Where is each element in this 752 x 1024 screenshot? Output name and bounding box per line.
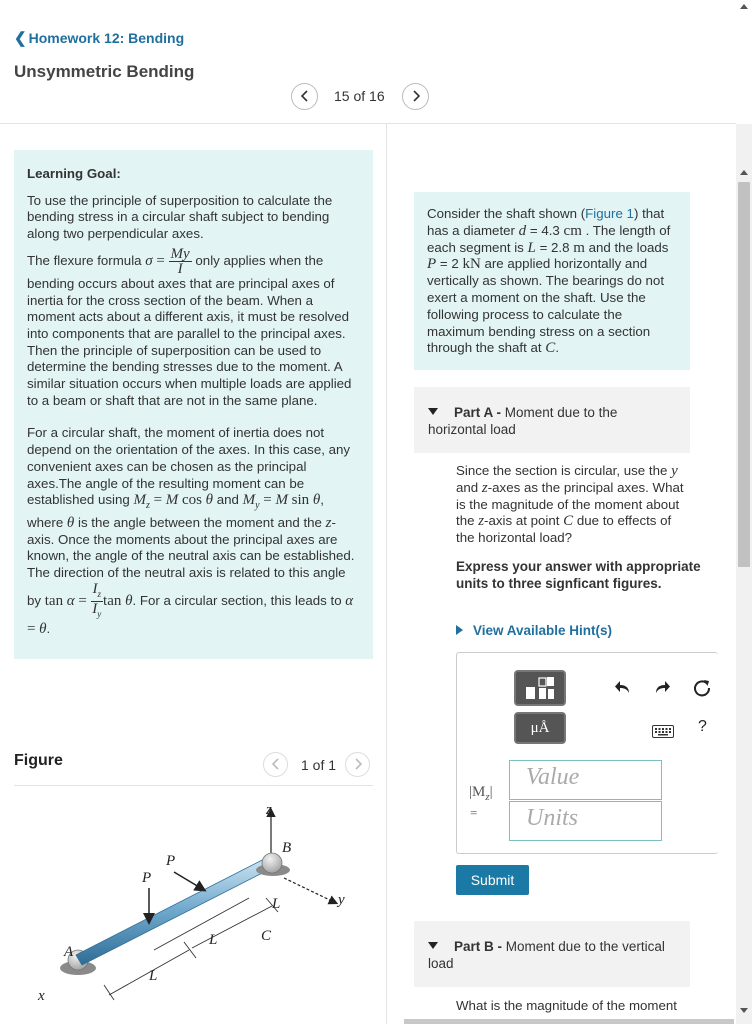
prev-problem-button[interactable] — [291, 82, 318, 110]
figure-1-link[interactable]: Figure 1 — [585, 206, 634, 221]
figure-label: Figure — [14, 752, 63, 769]
segment-l-label-1: L — [272, 896, 281, 912]
chevron-left-icon[interactable] — [291, 83, 318, 110]
load-p-horizontal-label: P — [166, 853, 176, 869]
caret-right-icon — [456, 625, 463, 635]
part-a-question: Since the section is circular, use the y and z-axes as the principal axes. What is the magnitude of the moment about the z-axis at point C due to effects of the horizontal load? — [456, 463, 684, 546]
circular-shaft-paragraph: For a circular shaft, the moment of inertia does not depend on the orientation of the axes. In this case, any convenient axes can be chosen as the principal axes.The angle of the resulting moment can be established using $M_z = M$ cos θ and $M_y = M$ sin θ, where θ is the angle between the moment and the z-axis. Once the moments about the principal axes are known, the angle of the neutral axis can be established. The direction of the neutral axis is related to this angle by tan α = $\frac{I_z}{I_y}$ tan θ. For a circular section, this leads to α = θ. — [27, 425, 355, 637]
templates-tool-button[interactable] — [514, 670, 566, 706]
part-a-instructions: Express your answer with appropriate units to three signficant figures. — [456, 559, 701, 591]
page-scroll-up-arrow[interactable] — [740, 4, 748, 9]
view-hints-link[interactable]: View Available Hint(s) — [456, 623, 612, 638]
back-link-label: Homework 12: Bending — [28, 30, 185, 46]
redo-icon[interactable] — [653, 680, 671, 699]
part-b-question: What is the magnitude of the moment — [456, 998, 677, 1013]
part-b-header[interactable]: Part B - Moment due to the vertical load — [414, 921, 690, 987]
page-title: Unsymmetric Bending — [14, 62, 195, 81]
moment-variable-label: $|M_z|$ = — [469, 784, 493, 820]
flexure-formula: $\frac{My}{I}$ — [170, 245, 190, 277]
figure-divider — [14, 785, 373, 786]
flexure-paragraph: The flexure formula σ = $\frac{My}{I}$ only applies when the bending occurs about axes that are principal axes of inertia for the cross section of the beam. When a moment acts about a different axis, it must be resolved into components that are parallel to the principal axes. Then the principle of superposition can be used to determine the bending stresses due to the moment. A similar situation occurs when multiple loads are applied to a beam or shaft that are not in the same plane. — [27, 245, 352, 408]
next-problem-button[interactable] — [402, 82, 429, 110]
learning-goal-title: Learning Goal: — [27, 166, 121, 181]
point-b-label: B — [282, 840, 292, 856]
point-c-label: C — [261, 928, 272, 944]
submit-button[interactable]: Submit — [456, 865, 529, 895]
units-input[interactable]: Units — [509, 801, 662, 841]
learning-goal-panel — [14, 150, 373, 659]
segment-l-label-3: L — [149, 968, 158, 984]
scrollbar-thumb[interactable] — [738, 182, 750, 567]
problem-statement: Consider the shaft shown (Figure 1) that has a diameter d = 4.3 cm . The length of each segment is L = 2.8 m and the loads P = 2 kN are applied horizontally and vertically as shown. The bearings do not exert a moment on the shaft. Use the following process to calculate the maximum bending stress on a section through the shaft at C. — [414, 192, 690, 370]
caret-down-icon — [428, 942, 438, 949]
y-axis-line — [284, 878, 336, 903]
problem-pager-text: 15 of 16 — [334, 88, 385, 104]
value-input[interactable]: Value — [509, 760, 662, 800]
units-tool-button[interactable]: μÅ — [514, 712, 566, 744]
point-a-label: A — [64, 944, 74, 960]
caret-down-icon — [428, 408, 438, 415]
horizontal-load-arrow — [174, 872, 204, 890]
scroll-down-arrow[interactable] — [740, 1008, 748, 1013]
bearing-b — [262, 853, 282, 873]
load-p-vertical-label: P — [142, 870, 152, 886]
keyboard-icon[interactable] — [652, 725, 674, 741]
scroll-up-arrow[interactable] — [740, 170, 748, 175]
y-axis-label: y — [338, 892, 345, 908]
chevron-right-icon[interactable] — [345, 752, 370, 777]
reset-icon[interactable] — [692, 678, 712, 701]
chevron-right-icon[interactable] — [402, 83, 429, 110]
undo-icon[interactable] — [614, 680, 632, 699]
horizontal-scrollbar[interactable] — [404, 1019, 734, 1024]
templates-icon — [520, 675, 560, 701]
learning-goal-intro: To use the principle of superposition to calculate the bending stress in a circular shaft subject to bending along two perpendicular axes. — [27, 192, 333, 242]
back-link-homework[interactable] — [14, 29, 184, 47]
part-a-header[interactable]: Part A - Moment due to the horizontal load — [414, 387, 690, 453]
x-axis-label: x — [38, 988, 45, 1004]
chevron-left-icon: ❮ — [14, 30, 27, 47]
chevron-left-icon[interactable] — [263, 752, 288, 777]
z-axis-label: z — [266, 802, 272, 818]
segment-l-label-2: L — [209, 932, 218, 948]
dimension-lines — [104, 896, 281, 1000]
header-divider — [0, 123, 736, 124]
figure-pager-text: 1 of 1 — [301, 757, 337, 773]
prev-figure-button[interactable] — [263, 751, 288, 777]
shaft-figure — [14, 790, 374, 1020]
column-divider — [386, 124, 387, 1024]
next-figure-button[interactable] — [345, 751, 370, 777]
help-icon[interactable]: ? — [698, 718, 707, 735]
